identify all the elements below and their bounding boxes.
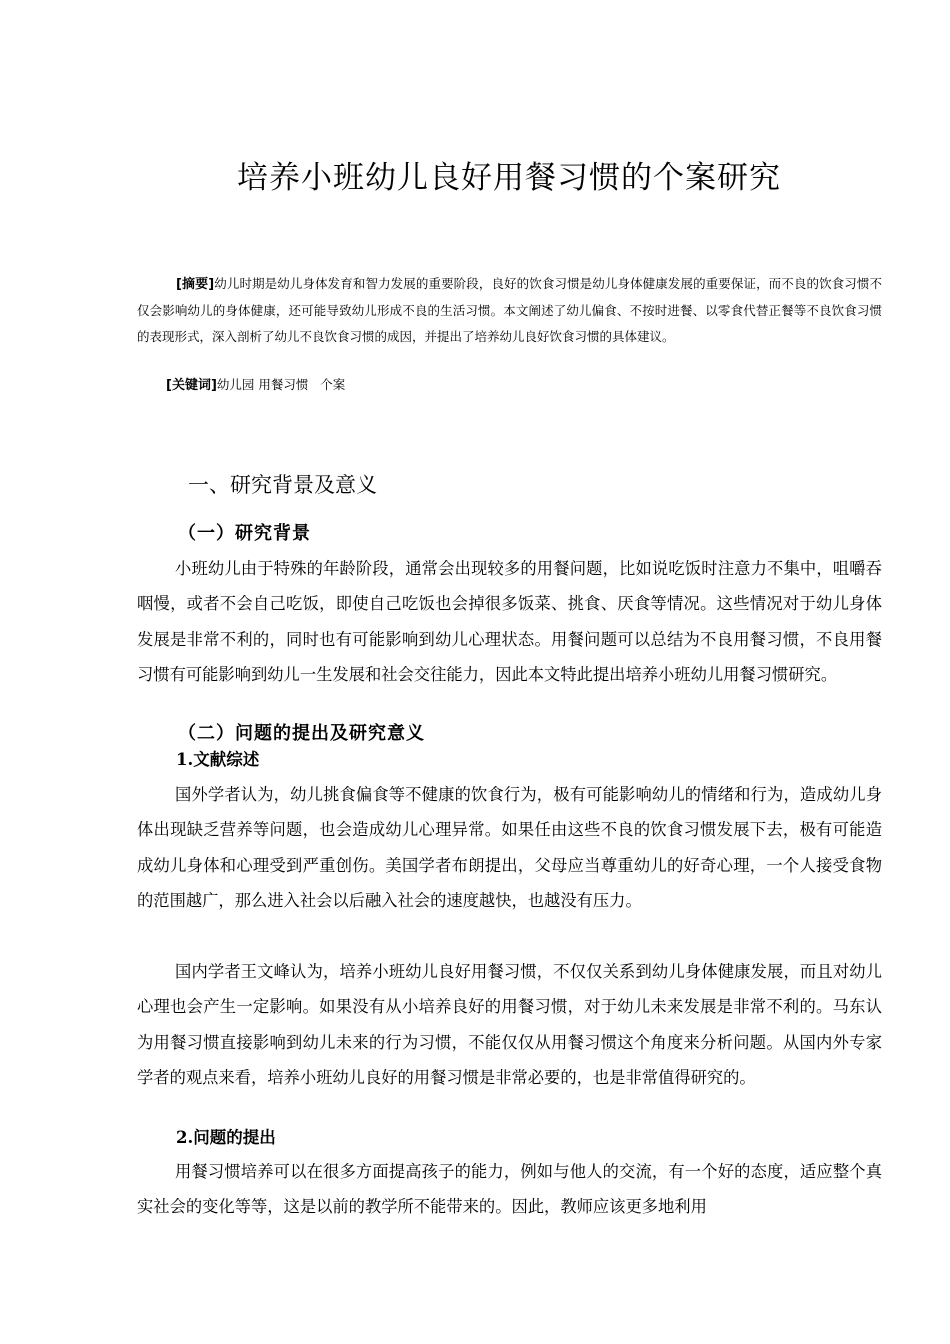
abstract-text: 幼儿时期是幼儿身体发育和智力发展的重要阶段，良好的饮食习惯是幼儿身体健康发展的重要保证，而不良的饮食习惯不仅会影响幼儿的身体健康，还可能导致幼儿形成不良的生活习惯。本文阐述了幼儿偏食、不按时进餐、以零食代替正餐等不良饮食习惯的表现形式，深入剖析了幼儿不良饮食习惯的成因，并提出了培养幼儿良好饮食习惯的具体建议。 <box>137 276 882 344</box>
abstract <box>137 271 882 350</box>
paragraph-background: 小班幼儿由于特殊的年龄阶段，通常会出现较多的用餐问题，比如说吃饭时注意力不集中，咀嚼吞咽慢，或者不会自己吃饭，即使自己吃饭也会掉很多饭菜、挑食、厌食等情况。这些情况对于幼儿身体发展是非常不利的，同时也有可能影响到幼儿心理状态。用餐问题可以总结为不良用餐习惯，不良用餐习惯有可能影响到幼儿一生发展和社会交往能力，因此本文特此提出培养小班幼儿用餐习惯研究。 <box>137 559 882 685</box>
subsection-heading-background: （一）研究背景 <box>178 523 311 544</box>
paragraph-literature-foreign: 国外学者认为，幼儿挑食偏食等不健康的饮食行为，极有可能影响幼儿的情绪和行为，造成幼儿身体出现缺乏营养等问题，也会造成幼儿心理异常。如果任由这些不良的饮食习惯发展下去，极有可能造成幼儿身体和心理受到严重创伤。美国学者布朗提出，父母应当尊重幼儿的好奇心理，一个人接受食物的范围越广，那么进入社会以后融入社会的速度越快，也越没有压力。 <box>137 785 882 911</box>
keywords <box>166 373 345 398</box>
abstract-label: [摘要] <box>176 277 215 292</box>
item-heading-literature-review: 1.文献综述 <box>176 750 260 769</box>
item-heading-problem: 2.问题的提出 <box>176 1128 276 1147</box>
keywords-text: 幼儿园 用餐习惯 个案 <box>216 377 346 392</box>
section-heading-background: 一、研究背景及意义 <box>188 473 377 497</box>
document-title: 培养小班幼儿良好用餐习惯的个案研究 <box>237 160 781 196</box>
keywords-label: [关键词] <box>166 378 217 393</box>
subsection-heading-significance: （二）问题的提出及研究意义 <box>178 723 425 744</box>
paragraph-literature-domestic: 国内学者王文峰认为，培养小班幼儿良好用餐习惯，不仅仅关系到幼儿身体健康发展，而且对幼儿心理也会产生一定影响。如果没有从小培养良好的用餐习惯，对于幼儿未来发展是非常不利的。马东认为用餐习惯直接影响到幼儿未来的行为习惯，不能仅仅从用餐习惯这个角度来分析问题。从国内外专家学者的观点来看，培养小班幼儿良好的用餐习惯是非常必要的，也是非常值得研究的。 <box>137 962 882 1088</box>
paragraph-problem: 用餐习惯培养可以在很多方面提高孩子的能力，例如与他人的交流，有一个好的态度，适应整个真实社会的变化等等，这是以前的教学所不能带来的。因此，教师应该更多地利用 <box>137 1162 882 1217</box>
